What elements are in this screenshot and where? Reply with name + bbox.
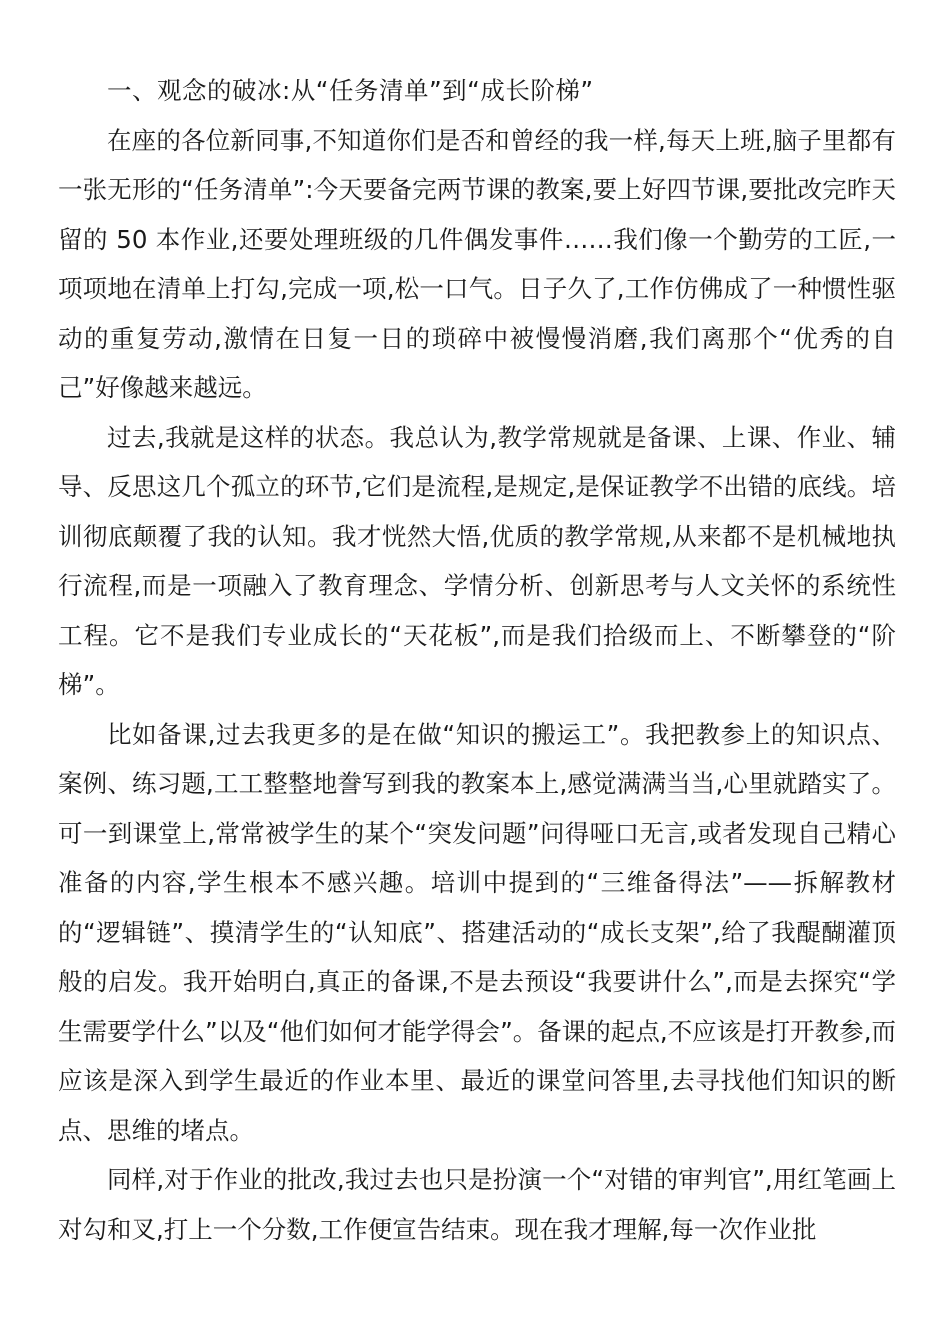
section-heading: 一、观念的破冰:从“任务清单”到“成长阶梯” — [107, 76, 594, 105]
paragraph-3: 比如备课,过去我更多的是在做“知识的搬运工”。我把教参上的知识点、案例、练习题,工工整整地誊写到我的教案本上,感觉满满当当,心里就踏实了。可一到课堂上,常常被学生的某个“突发问题”问得哑口无言,或者发现自己精心准备的内容,学生根本不感兴趣。培训中提到的“三维备得法”——拆解教材的“逻辑链”、摸清学生的“认知底”、搭建活动的“成长支架”,给了我醍醐灌顶般的启发。我开始明白,真正的备课,不是去预设“我要讲什么”,而是去探究“学生需要学什么”以及“他们如何才能学得会”。备课的起点,不应该是打开教参,而应该是深入到学生最近的作业本里、最近的课堂问答里,去寻找他们知识的断点、思维的堵点。 — [58, 719, 896, 1145]
document-page — [58, 66, 896, 1254]
paragraph-2: 过去,我就是这样的状态。我总认为,教学常规就是备课、上课、作业、辅导、反思这几个孤立的环节,它们是流程,是规定,是保证教学不出错的底线。培训彻底颠覆了我的认知。我才恍然大悟,优质的教学常规,从来都不是机械地执行流程,而是一项融入了教育理念、学情分析、创新思考与人文关怀的系统性工程。它不是我们专业成长的“天花板”,而是我们拾级而上、不断攀登的“阶梯”。 — [58, 422, 896, 699]
paragraph-1: 在座的各位新同事,不知道你们是否和曾经的我一样,每天上班,脑子里都有一张无形的“任务清单”:今天要备完两节课的教案,要上好四节课,要批改完昨天留的 50 本作业,还要处理班级的几件偶发事件……我们像一个勤劳的工匠,一项项地在清单上打勾,完成一项,松一口气。日子久了,工作仿佛成了一种惯性驱动的重复劳动,激情在日复一日的琐碎中被慢慢消磨,我们离那个“优秀的自己”好像越来越远。 — [58, 125, 896, 402]
paragraph-4: 同样,对于作业的批改,我过去也只是扮演一个“对错的审判官”,用红笔画上对勾和叉,打上一个分数,工作便宣告结束。现在我才理解,每一次作业批 — [58, 1165, 896, 1244]
